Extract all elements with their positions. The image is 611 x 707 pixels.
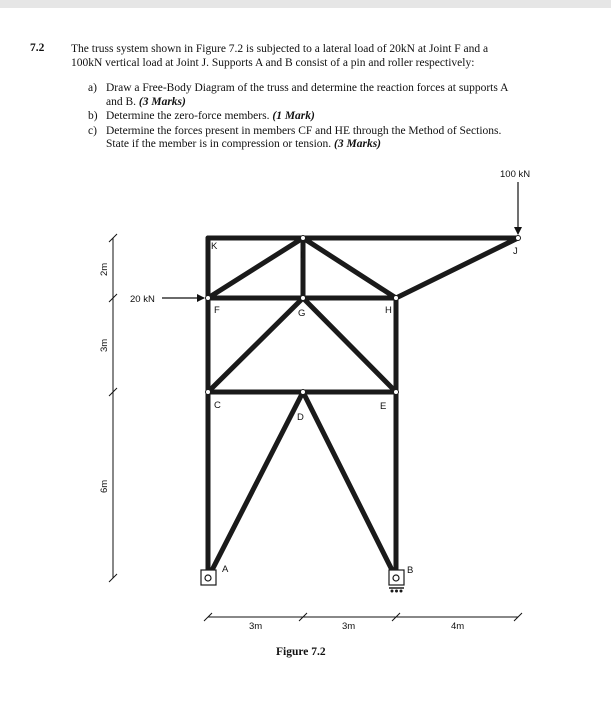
lateral-load-label: 20 kN [130, 294, 155, 305]
part-label: a) [88, 82, 97, 94]
joint-label: I [300, 250, 303, 261]
member-DB [303, 392, 396, 578]
joint-labels [211, 241, 518, 576]
joint-label: H [385, 305, 392, 316]
member-FI [208, 238, 303, 298]
intro-line: The truss system shown in Figure 7.2 is subjected to a lateral load of 20kN at Joint F and a [71, 43, 489, 55]
joint-label: E [380, 401, 387, 412]
joint-D [301, 390, 306, 395]
dimension-label: 3m [249, 621, 263, 632]
joint-label: A [222, 564, 229, 575]
member-CG [208, 298, 306, 392]
joint-F [206, 296, 211, 301]
member-HJ [396, 238, 518, 298]
part-line: Draw a Free-Body Diagram of the truss and determine the reaction forces at supports A [106, 82, 509, 94]
dimension-label: 3m [342, 621, 356, 632]
dimension-label: 6m [99, 479, 110, 493]
member-IH [303, 238, 396, 298]
roller-pin-icon [393, 575, 399, 581]
part-label: b) [88, 110, 98, 122]
part-line: State if the member is in compression or tension. [106, 138, 332, 150]
part-line: and B. [106, 95, 137, 108]
vertical-dimension-labels [99, 263, 110, 493]
part-marks: (1 Mark) [272, 110, 315, 122]
roller-wheel-icon [391, 590, 394, 593]
joint-label: D [297, 412, 304, 423]
joint-I [301, 236, 306, 241]
joint-E [394, 390, 399, 395]
joint-label: B [407, 565, 414, 576]
intro-line: 100kN vertical load at Joint J. Supports A and B consist of a pin and roller respectively: [71, 57, 475, 69]
member-GE [303, 298, 396, 392]
part-label: c) [88, 124, 97, 137]
question-number: 7.2 [30, 42, 45, 54]
joint-label: F [214, 305, 220, 316]
dimension-label: 4m [451, 621, 465, 632]
joint-label: G [298, 308, 306, 319]
roller-wheel-icon [395, 590, 398, 593]
joint-G [301, 296, 306, 301]
dimension-label: 2m [99, 262, 110, 276]
pin-icon [205, 575, 211, 581]
part-marks: (3 Marks) [138, 95, 186, 108]
roller-wheel-icon [400, 590, 403, 593]
horizontal-dimension [204, 613, 522, 621]
joint-label: J [513, 246, 518, 257]
joint-label: K [211, 241, 218, 252]
dimension-label: 3m [99, 338, 110, 352]
truss-members [208, 238, 518, 578]
pin-support-A [201, 570, 216, 585]
joint-label: C [214, 400, 221, 411]
vertical-load-label: 100 kN [500, 169, 531, 180]
part-marks: (3 Marks) [334, 138, 382, 150]
member-AD [208, 392, 303, 578]
part-line: Determine the zero-force members. [106, 110, 270, 122]
vertical-dimension [109, 234, 117, 582]
joint-C [206, 390, 211, 395]
joint-H [394, 296, 399, 301]
joint-J [516, 236, 521, 241]
horizontal-dimension-labels [249, 621, 464, 632]
roller-support-B [389, 570, 404, 593]
part-line: Determine the forces present in members CF and HE through the Method of Sections. [106, 124, 502, 137]
figure-caption: Figure 7.2 [276, 646, 326, 658]
